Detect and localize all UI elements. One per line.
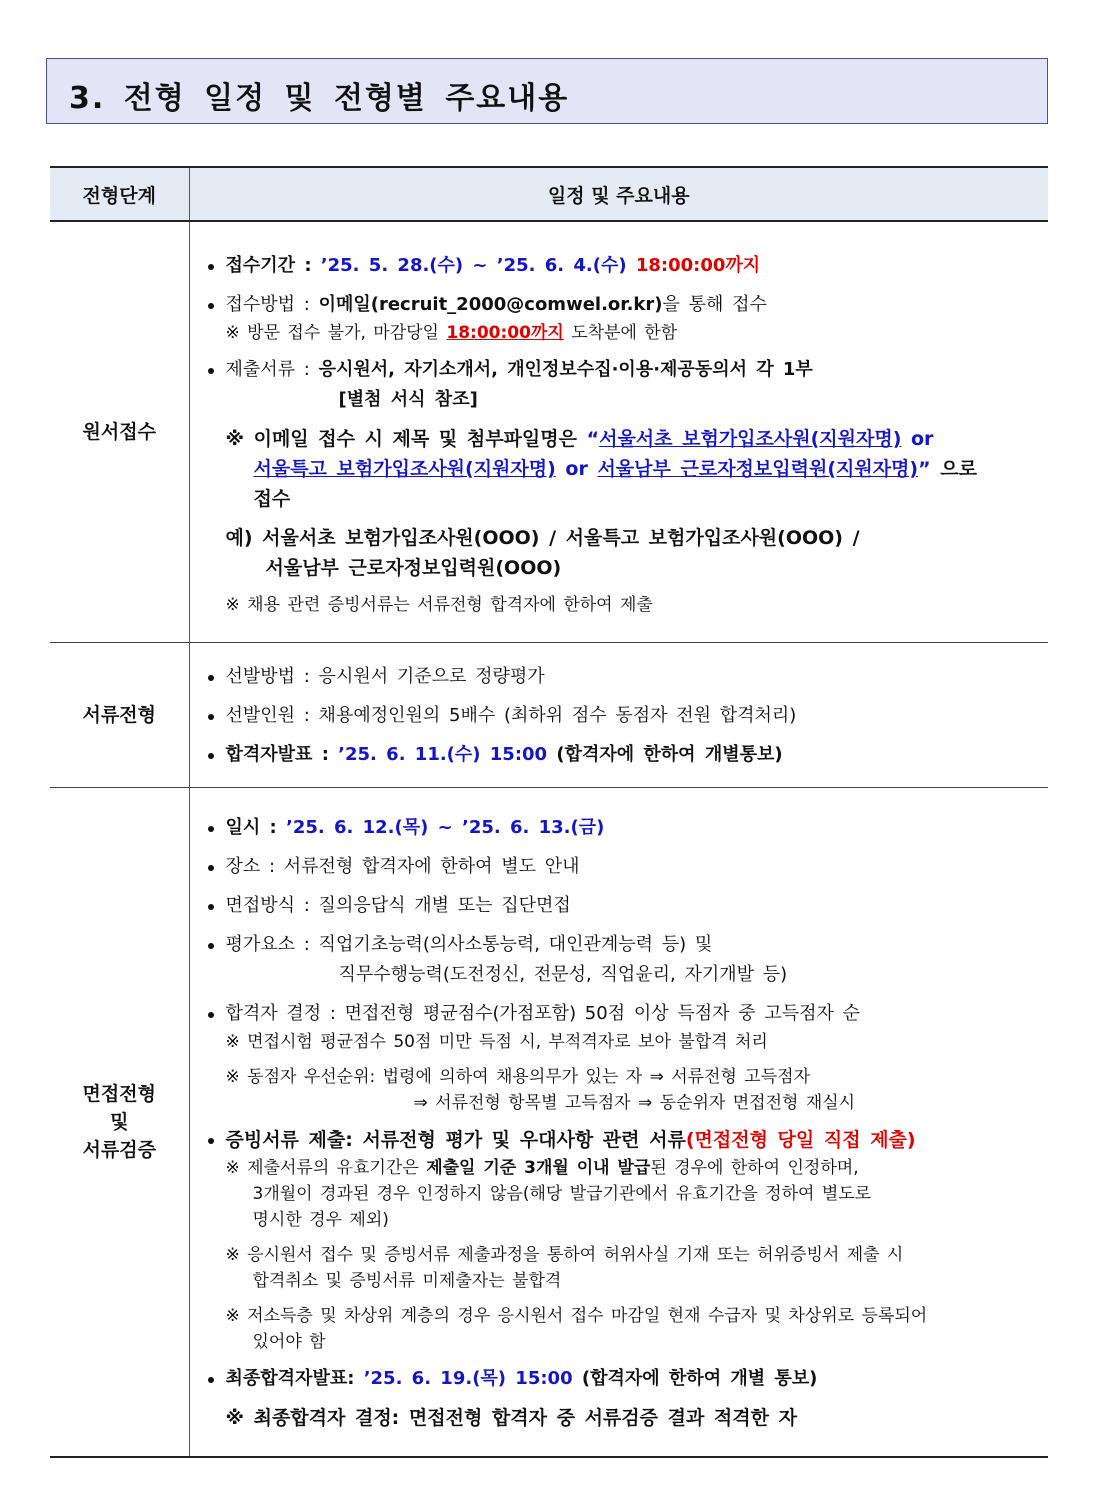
header-stage: 전형단계 [50, 167, 189, 221]
validity-note: ※ 제출서류의 유효기간은 제출일 기준 3개월 이내 발급된 경우에 한하여 인정하며, [225, 1157, 859, 1178]
final-announce-date: ’25. 6. 19.(목) 15:00 [363, 1367, 573, 1389]
section-heading-box [46, 58, 1048, 124]
schedule-table [50, 166, 1048, 1458]
tie-note: ※ 동점자 우선순위: 법령에 의하여 채용의무가 있는 자 ⇒ 서류전형 고득점자 [225, 1066, 810, 1087]
content-application [189, 221, 1048, 642]
content-document-screening [189, 642, 1048, 787]
receipt-method: 접수방법 : 이메일(recruit_2000@comwel.or.kr)을 통해 접수 [206, 290, 1041, 320]
evaluation-criteria: 평가요소 : 직업기초능력(의사소통능력, 대인관계능력 등) 및 [206, 930, 1041, 960]
pass-decision: 합격자 결정 : 면접전형 평균점수(가점포함) 50점 이상 득점자 중 고득점자 순 [206, 999, 1041, 1029]
header-content: 일정 및 주요내용 [189, 167, 1048, 221]
example-line-1: 예) 서울서초 보험가입조사원(OOO) / 서울특고 보험가입조사원(OOO) / [225, 527, 860, 550]
validity-note-2: 3개월이 경과된 경우 인정하지 않음(해당 발급기관에서 유효기간을 정하여 별도로 [252, 1183, 872, 1204]
email-subject-note: ※ 이메일 접수 시 제목 및 첨부파일명은 “서울서초 보험가입조사원(지원자명) or [225, 428, 934, 451]
final-decision: ※ 최종합격자 결정: 면접전형 합격자 중 서류검증 결과 적격한 자 [225, 1406, 797, 1429]
selection-count: 선발인원 : 채용예정인원의 5배수 (최하위 점수 동점자 전원 합격처리) [206, 701, 1041, 731]
content-interview [189, 787, 1048, 1457]
false-note-2: 합격취소 및 증빙서류 미제출자는 불합격 [252, 1270, 562, 1291]
example-line-2: 서울남부 근로자정보입력원(OOO) [265, 557, 562, 580]
receipt-deadline: 18:00:00까지 [635, 255, 761, 277]
subject-name-2: 서울특고 보험가입조사원(지원자명) [253, 458, 556, 481]
tie-note-2: ⇒ 서류전형 항목별 고득점자 ⇒ 동순위자 면접전형 재실시 [413, 1092, 856, 1113]
receipt-email: 이메일(recruit_2000@comwel.or.kr) [318, 294, 663, 316]
proof-note: ※ 채용 관련 증빙서류는 서류전형 합격자에 한하여 제출 [225, 595, 653, 616]
false-note: ※ 응시원서 접수 및 증빙서류 제출과정을 통하여 허위사실 기재 또는 허위증빙서 제출 시 [225, 1244, 904, 1265]
section-heading: 3. 전형 일정 및 전형별 주요내용 [69, 81, 570, 116]
receipt-dates: ’25. 5. 28.(수) ~ ’25. 6. 4.(수) [320, 255, 636, 277]
document-announce: 합격자발표 : ’25. 6. 11.(수) 15:00 (합격자에 한하여 개별통보) [206, 740, 1041, 770]
receipt-period: 접수기간 : ’25. 5. 28.(수) ~ ’25. 6. 4.(수) 18:00:00까지 [206, 251, 1041, 281]
submit-documents-ref: [별첨 서식 참조] [338, 389, 478, 411]
interview-method: 면접방식 : 질의응답식 개별 또는 집단면접 [206, 891, 1041, 921]
stage-document-screening: 서류전형 [50, 642, 189, 787]
stage-interview: 면접전형 및 서류검증 [50, 787, 189, 1457]
proof-submission-emph: (면접전형 당일 직접 제출) [685, 1128, 916, 1151]
interview-dates: ’25. 6. 12.(목) ~ ’25. 6. 13.(금) [286, 816, 605, 838]
final-announce: 최종합격자발표: ’25. 6. 19.(목) 15:00 (합격자에 한하여 개별 통보) [206, 1364, 1041, 1394]
subject-name-1: 서울서초 보험가입조사원(지원자명) [599, 428, 902, 451]
fail-note: ※ 면접시험 평균점수 50점 미만 득점 시, 부적격자로 보아 불합격 처리 [225, 1031, 768, 1052]
stage-application: 원서접수 [50, 221, 189, 642]
table-row-document-screening [50, 642, 1048, 787]
visit-deadline: 18:00:00까지 [446, 323, 564, 344]
email-subject-note-3: 접수 [253, 488, 291, 511]
evaluation-criteria-2: 직무수행능력(도전정신, 전문성, 직업윤리, 자기개발 등) [338, 963, 788, 985]
interview-place: 장소 : 서류전형 합격자에 한하여 별도 안내 [206, 852, 1041, 882]
selection-method: 선발방법 : 응시원서 기준으로 정량평가 [206, 662, 1041, 692]
email-subject-note-2: 서울특고 보험가입조사원(지원자명) or 서울남부 근로자정보입력원(지원자명)” 으로 [253, 458, 977, 481]
document-announce-date: ’25. 6. 11.(수) 15:00 [338, 743, 548, 765]
subject-name-3: 서울남부 근로자정보입력원(지원자명) [597, 458, 919, 481]
interview-datetime: 일시 : ’25. 6. 12.(목) ~ ’25. 6. 13.(금) [206, 813, 1041, 843]
lowincome-note-2: 있어야 함 [252, 1331, 326, 1352]
visit-note: ※ 방문 접수 불가, 마감당일 18:00:00까지 도착분에 한함 [225, 323, 678, 344]
submit-documents: 제출서류 : 응시원서, 자기소개서, 개인정보수집·이용·제공동의서 각 1부 [206, 355, 1041, 385]
lowincome-note: ※ 저소득층 및 차상위 계층의 경우 응시원서 접수 마감일 현재 수급자 및 차상위로 등록되어 [225, 1305, 928, 1326]
validity-note-3: 명시한 경우 제외) [252, 1209, 389, 1230]
table-row-application [50, 221, 1048, 642]
table-row-interview [50, 787, 1048, 1457]
table-header-row [50, 167, 1048, 221]
proof-submission: 증빙서류 제출: 서류전형 평가 및 우대사항 관련 서류(면접전형 당일 직접 제출) [206, 1125, 1041, 1155]
